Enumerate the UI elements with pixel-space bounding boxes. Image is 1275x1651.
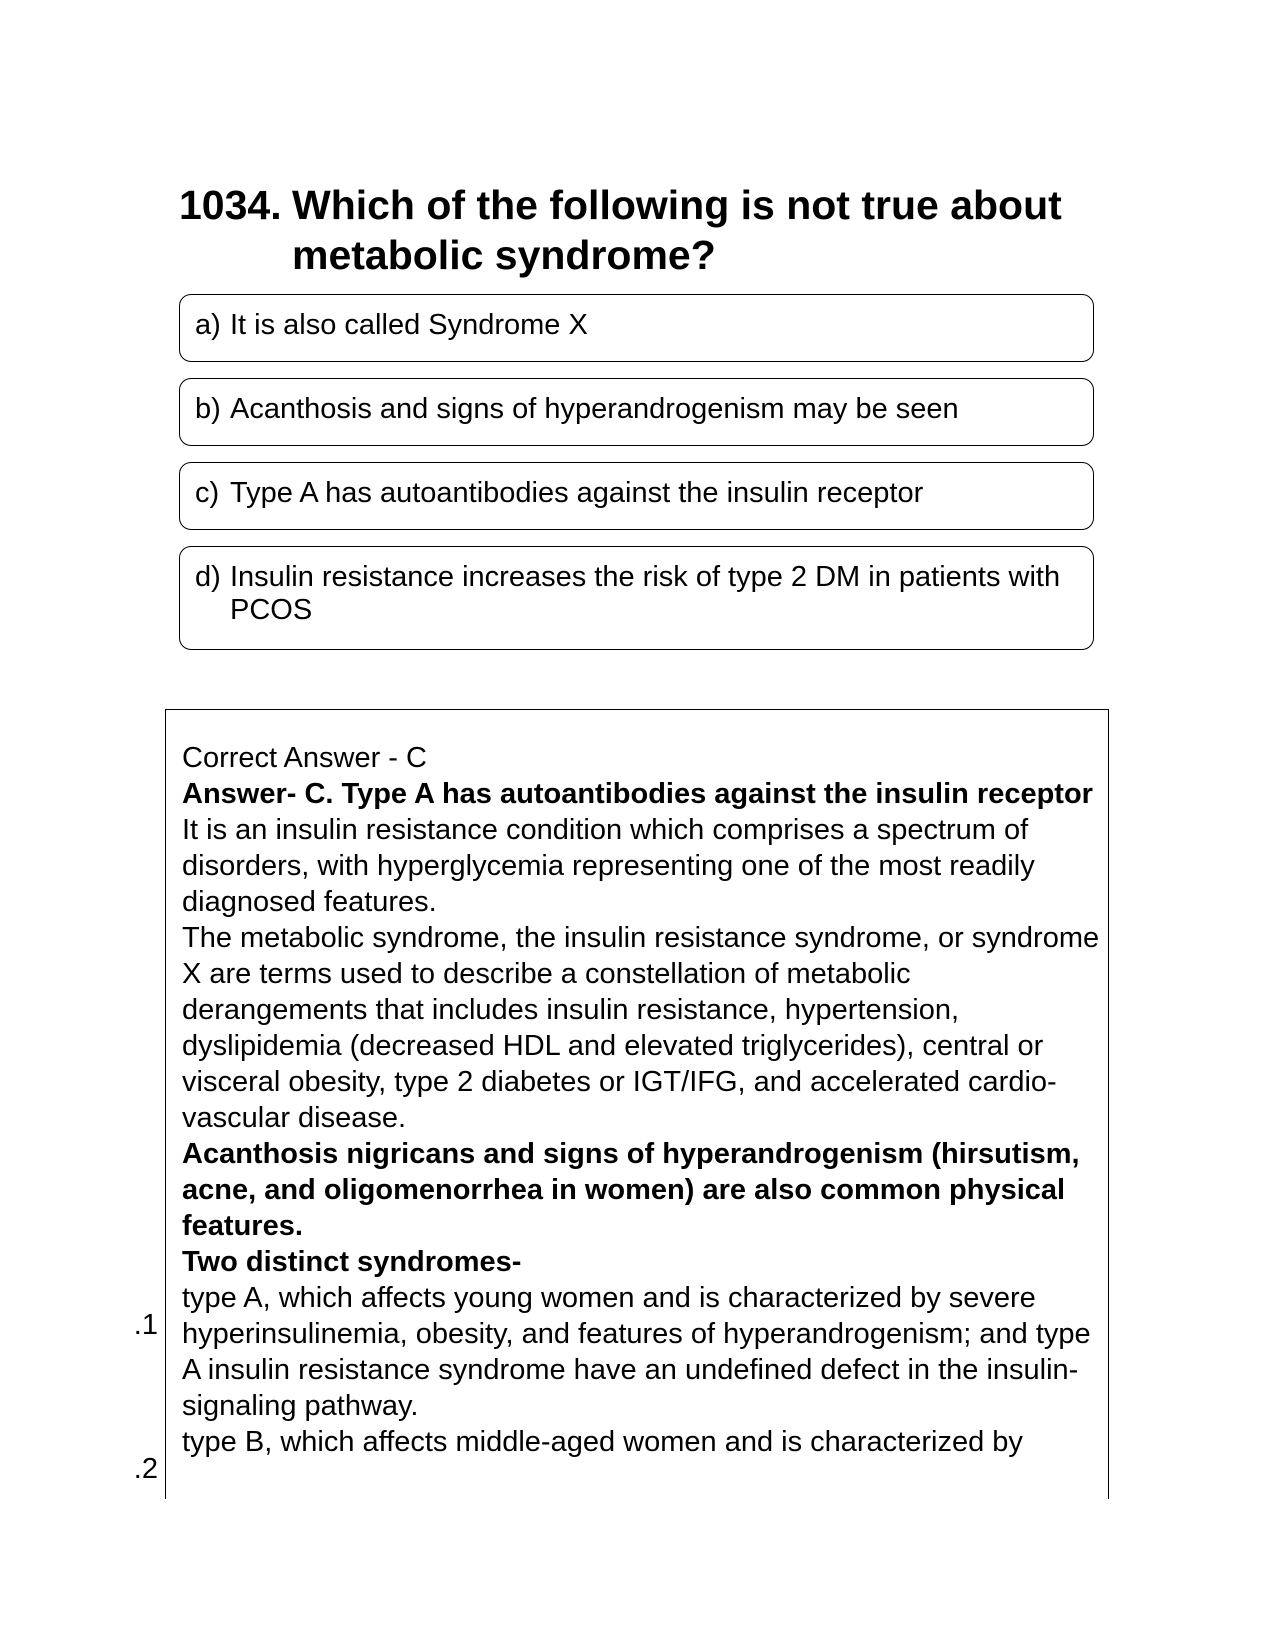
list-marker-1: 1. <box>133 1309 158 1341</box>
explanation-paragraph-bold: Acanthosis nigricans and signs of hyperandrogenism (hirsutism, acne, and oligomenorrhea in women) are also common physical features. <box>182 1138 1080 1242</box>
option-letter: d) <box>195 561 221 593</box>
option-letter: a) <box>195 309 221 341</box>
question-number: 1034. <box>179 182 282 228</box>
explanation-paragraph: It is an insulin resistance condition which comprises a spectrum of disorders, with hyperglycemia representing one of the most readily diagnosed features. <box>182 814 1035 918</box>
option-c[interactable] <box>179 462 1094 530</box>
list-marker-2: 2. <box>133 1453 158 1485</box>
option-a[interactable] <box>179 294 1094 362</box>
explanation-paragraph: The metabolic syndrome, the insulin resistance syndrome, or syndrome X are terms used to describe a constellation of metabolic derangements that includes insulin resistance, hypertension, dyslipidemia (decreased HDL and elevated triglycerides), central or visceral obesity, type 2 diabetes or IGT/IFG, and accelerated cardio-vascular disease. <box>182 922 1100 1134</box>
option-text: It is also called Syndrome X <box>230 309 588 341</box>
option-text: Acanthosis and signs of hyperandrogenism may be seen <box>230 393 959 425</box>
correct-answer-line: Correct Answer - C <box>182 742 427 774</box>
answer-explanation-box <box>165 709 1109 1499</box>
syndrome-list-item: type A, which affects young women and is characterized by severe hyperinsulinemia, obesity, and features of hyperandrogenism; and type A insulin resistance syndrome have an undefined defect in the insulin-signaling pathway. <box>182 1282 1091 1422</box>
question-text: Which of the following is not true about metabolic syndrome? <box>292 182 1062 278</box>
syndrome-list-item: type B, which affects middle-aged women and is characterized by <box>182 1426 1023 1458</box>
question-heading <box>179 180 1099 280</box>
answer-content <box>182 740 1102 1460</box>
option-d[interactable] <box>179 546 1094 650</box>
option-text: Insulin resistance increases the risk of type 2 DM in patients with PCOS <box>230 561 1061 626</box>
option-letter: c) <box>195 477 220 509</box>
option-letter: b) <box>195 393 221 425</box>
option-text: Type A has autoantibodies against the insulin receptor <box>230 477 924 509</box>
syndromes-heading: Two distinct syndromes- <box>182 1246 522 1278</box>
answer-heading: Answer- C. Type A has autoantibodies against the insulin receptor <box>182 778 1093 810</box>
option-b[interactable] <box>179 378 1094 446</box>
